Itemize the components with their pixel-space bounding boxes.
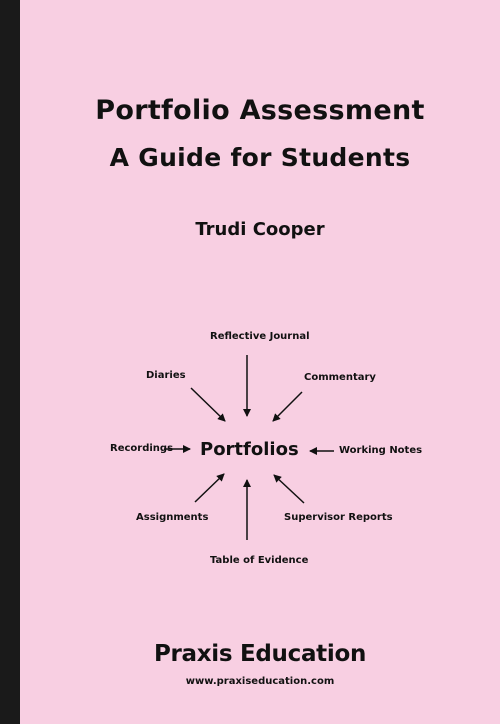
label-commentary: Commentary (304, 372, 376, 383)
publisher-name: Praxis Education (153, 641, 367, 667)
diagram-center-portfolios: Portfolios (200, 439, 299, 460)
label-working-notes: Working Notes (339, 445, 423, 456)
portfolio-diagram (20, 0, 500, 724)
label-table-of-evidence: Table of Evidence (210, 555, 309, 566)
diagram-arrows (20, 0, 500, 724)
label-assignments: Assignments (136, 512, 209, 523)
arrow-supervisor-reports (274, 475, 304, 503)
label-diaries: Diaries (146, 370, 186, 381)
label-reflective-journal: Reflective Journal (210, 331, 310, 342)
book-title: Portfolio Assessment (95, 95, 425, 126)
arrow-assignments (195, 474, 224, 502)
book-subtitle: A Guide for Students (109, 143, 411, 172)
book-spine (0, 0, 20, 724)
arrow-diaries (191, 388, 225, 421)
publisher-website: www.praxiseducation.com (185, 676, 335, 687)
label-recordings: Recordings (110, 443, 174, 454)
book-cover (20, 0, 500, 724)
label-supervisor-reports: Supervisor Reports (284, 512, 393, 523)
arrow-commentary (273, 392, 302, 421)
author-name: Trudi Cooper (195, 219, 325, 240)
